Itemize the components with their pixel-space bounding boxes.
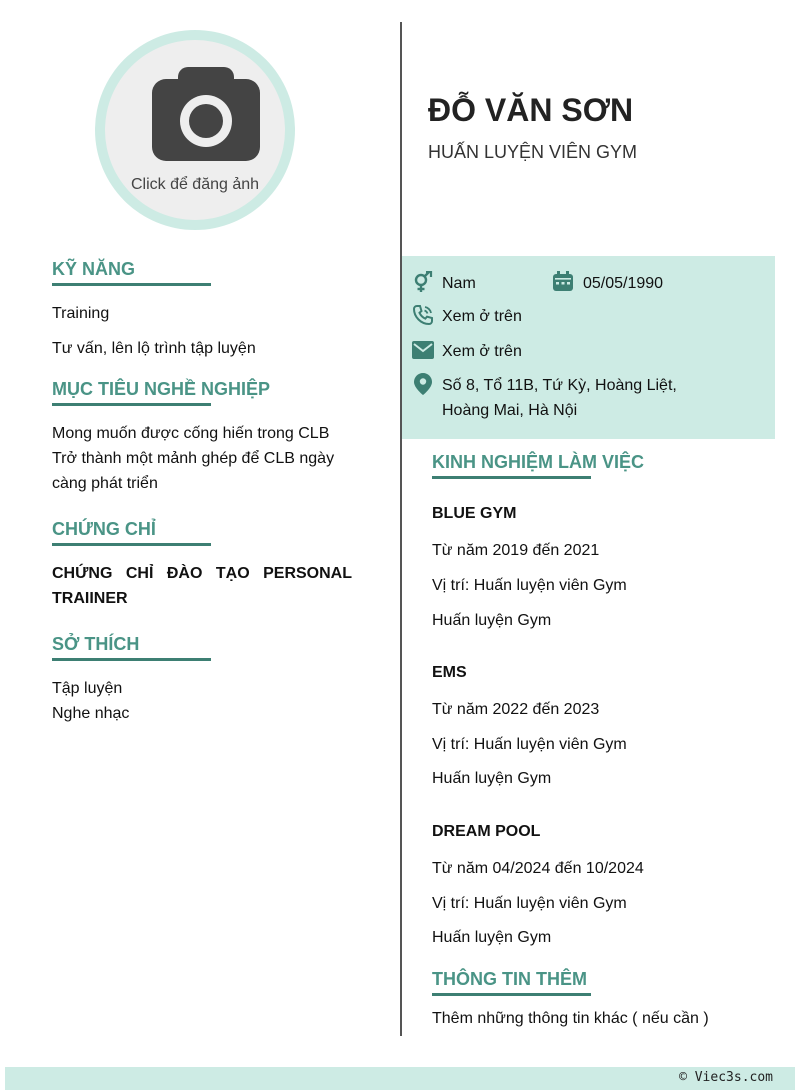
contact-info-panel	[402, 256, 775, 439]
calendar-icon	[553, 271, 573, 291]
birthday-value: 05/05/1990	[583, 275, 664, 292]
skill-item: Tư vấn, lên lộ trình tập luyện	[52, 340, 256, 357]
camera-icon	[152, 67, 260, 161]
hobbies-heading: SỞ THÍCH	[52, 634, 140, 654]
email-value: Xem ở trên	[442, 343, 522, 360]
objective-text	[52, 421, 352, 496]
job-description: Huấn luyện Gym	[432, 929, 552, 946]
objective-underline	[52, 403, 211, 406]
footer-copyright: © Viec3s.com	[679, 1070, 773, 1085]
candidate-name: ĐỖ VĂN SƠN	[428, 92, 634, 128]
certificate-line: CHỨNG CHỈ ĐÀO TẠO PERSONAL	[52, 565, 352, 582]
footer-bar	[5, 1067, 795, 1090]
address-line: Hoàng Mai, Hà Nội	[442, 402, 578, 419]
phone-value: Xem ở trên	[442, 308, 522, 325]
experience-heading: KINH NGHIỆM LÀM VIỆC	[432, 452, 645, 472]
additional-info-heading: THÔNG TIN THÊM	[432, 969, 587, 989]
experience-underline	[432, 476, 591, 479]
objective-line: Mong muốn được cống hiến trong CLB	[52, 425, 330, 442]
gender-value: Nam	[442, 275, 476, 292]
avatar-upload-label: Click để đăng ảnh	[130, 176, 260, 193]
hobby-item: Nghe nhạc	[52, 705, 130, 722]
address-line: Số 8, Tổ 11B, Tứ Kỳ, Hoàng Liệt,	[442, 377, 677, 394]
objective-line: Trở thành một mảnh ghép để CLB ngày	[52, 450, 335, 467]
job-company: DREAM POOL	[432, 823, 541, 840]
location-icon	[414, 373, 432, 395]
job-description: Huấn luyện Gym	[432, 770, 552, 787]
additional-info-text: Thêm những thông tin khác ( nếu cần )	[432, 1010, 709, 1027]
column-divider	[400, 22, 402, 1036]
objective-heading: MỤC TIÊU NGHỀ NGHIỆP	[52, 379, 271, 399]
skill-item: Training	[52, 305, 110, 322]
job-period: Từ năm 2022 đến 2023	[432, 701, 600, 718]
gender-icon	[412, 271, 434, 293]
avatar-placeholder[interactable]	[105, 40, 285, 220]
objective-line: càng phát triển	[52, 475, 158, 492]
certificates-underline	[52, 543, 211, 546]
hobbies-underline	[52, 658, 211, 661]
skills-underline	[52, 283, 211, 286]
additional-info-underline	[432, 993, 591, 996]
job-position: Vị trí: Huấn luyện viên Gym	[432, 895, 627, 912]
certificate-line: TRAIINER	[52, 590, 128, 607]
job-position: Vị trí: Huấn luyện viên Gym	[432, 577, 627, 594]
hobby-item: Tập luyện	[52, 680, 123, 697]
certificates-heading: CHỨNG CHỈ	[52, 519, 156, 539]
candidate-job-title: HUẤN LUYỆN VIÊN GYM	[428, 142, 638, 162]
job-position: Vị trí: Huấn luyện viên Gym	[432, 736, 627, 753]
address-value	[442, 373, 677, 423]
job-company: EMS	[432, 664, 467, 681]
skills-heading: KỸ NĂNG	[52, 259, 136, 279]
job-description: Huấn luyện Gym	[432, 612, 552, 629]
job-company: BLUE GYM	[432, 505, 517, 522]
phone-icon	[412, 304, 434, 326]
email-icon	[412, 341, 434, 359]
hobbies-list	[52, 676, 352, 726]
certificate-item	[52, 561, 352, 611]
job-period: Từ năm 2019 đến 2021	[432, 542, 600, 559]
job-period: Từ năm 04/2024 đến 10/2024	[432, 860, 644, 877]
avatar-upload[interactable]	[95, 30, 295, 230]
